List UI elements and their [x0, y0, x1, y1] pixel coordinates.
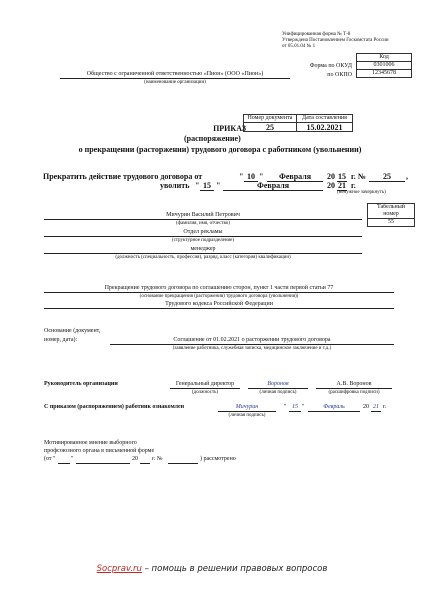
form-number: Унифицированная форма № Т-8 [282, 32, 351, 37]
head-name: А.В. Воронов [316, 381, 392, 389]
title-subject: о прекращении (расторжении) трудового договора с работником (увольнении) [78, 145, 362, 154]
title-prikaz: ПРИКАЗ [213, 124, 246, 133]
org-caption: (наименование организации) [144, 80, 206, 85]
okpo-value: 12345678 [357, 70, 412, 78]
okud-label: Форма по ОКУД [309, 63, 352, 69]
terminate-day: 10 [244, 172, 258, 182]
codes-table [356, 53, 412, 78]
head-signature-caption: (личная подпись) [259, 390, 297, 395]
union-line3: (от " " 20 г. № ) рассмотрено [44, 456, 236, 462]
grounds-caption: (основание прекращения (расторжения) трудового договора (увольнения)) [139, 294, 299, 299]
head-label: Руководитель организации [44, 381, 118, 387]
ack-signature: Мичурин [218, 404, 276, 412]
basis-value: Соглашение от 01.02.2021 о расторжении трудового договора [110, 337, 394, 345]
basis-caption: (заявление работника, служебная записка, медицинское заключение и т.д.) [172, 346, 332, 351]
employee-position-caption: (должность (специальность, профессия), разряд, класс (категория) квалификации) [115, 255, 291, 260]
head-position: Генеральный директор [170, 381, 240, 389]
union-line2: профсоюзного органа в письменной форме [44, 448, 155, 454]
tab-number-head: Табельный номер [368, 204, 415, 219]
dismiss-year: 21 [338, 181, 346, 190]
ack-label: С приказом (распоряжением) работник ознакомлен [44, 404, 185, 410]
union-month-blank [76, 462, 130, 464]
tab-number-table [367, 203, 415, 227]
terminate-label: Прекратить действие трудового договора от [43, 172, 203, 181]
doc-table [243, 114, 353, 132]
union-number-blank [168, 462, 198, 464]
terminate-line: Прекратить действие трудового договора от " 10 " Февраля 20 15 г. № 25 , [43, 172, 408, 181]
doc-num-head: Номер документа [244, 115, 297, 123]
employee-department: Отдел рекламы [44, 229, 362, 237]
doc-num: 25 [244, 123, 297, 132]
union-line1: Мотивированное мнение выборного [44, 440, 137, 446]
terminate-month: Февраля [267, 172, 323, 182]
form-approval: Утверждена Постановлением Госкомстата России [282, 38, 389, 43]
ack-day: 15 [289, 404, 301, 412]
dismiss-caption: (ненужное зачеркнуть) [337, 190, 386, 195]
dismiss-label: уволить [160, 181, 190, 190]
form-approval-date: от 05.01.04 № 1 [282, 44, 316, 49]
doc-date: 15.02.2021 [296, 123, 352, 132]
basis-label-2: номер, дата): [44, 337, 78, 343]
okud-value: 0301006 [357, 62, 412, 70]
employee-department-caption: (структурное подразделение) [171, 238, 235, 243]
doc-date-head: Дата составления [296, 115, 352, 123]
head-signature: Воронов [248, 381, 308, 389]
footer-site-link[interactable]: Socprav.ru [96, 564, 142, 574]
grounds-line1: Прекращение трудового договора по соглашению сторон, пункт 1 части первой статьи 77 [44, 285, 394, 293]
basis-label-1: Основание (документ, [44, 328, 101, 334]
footer [0, 563, 424, 574]
grounds-line2: Трудового кодекса Российской Федерации [44, 301, 394, 309]
okpo-label: по ОКПО [327, 72, 352, 78]
codes-head: Код [357, 54, 412, 62]
tab-number-value: 55 [368, 219, 415, 227]
dismiss-line: уволить " 15 " Февраля 20 21 г. [160, 181, 356, 190]
employee-position: менеджер [44, 246, 362, 254]
ack-signature-caption: (личная подпись) [228, 413, 266, 418]
employee-name-caption: (фамилия, имя, отчество) [176, 221, 230, 226]
head-name-caption: (расшифровка подписи) [328, 390, 380, 395]
union-year-blank [140, 462, 150, 464]
form-header [282, 32, 422, 50]
head-position-caption: (должность) [191, 390, 219, 395]
employee-name: Мичурин Василий Петрович [44, 212, 362, 220]
org-name: Общество с ограниченной ответственностью «Пион» (ООО «Пион») [60, 71, 290, 79]
ack-year: 21 [373, 404, 379, 410]
ack-month: Февраль [308, 404, 360, 412]
union-day-blank [58, 462, 70, 464]
terminate-year: 15 [338, 172, 346, 181]
ack-date: " 15 " Февраль 20 21 г. [284, 404, 387, 410]
terminate-contract-no: 25 [369, 172, 405, 182]
footer-text: – помощь в решении правовых вопросов [141, 564, 328, 574]
dismiss-month: Февраля [223, 181, 323, 191]
title-rasporyazhenie: (распоряжение) [184, 134, 241, 143]
dismiss-day: 15 [200, 181, 214, 191]
